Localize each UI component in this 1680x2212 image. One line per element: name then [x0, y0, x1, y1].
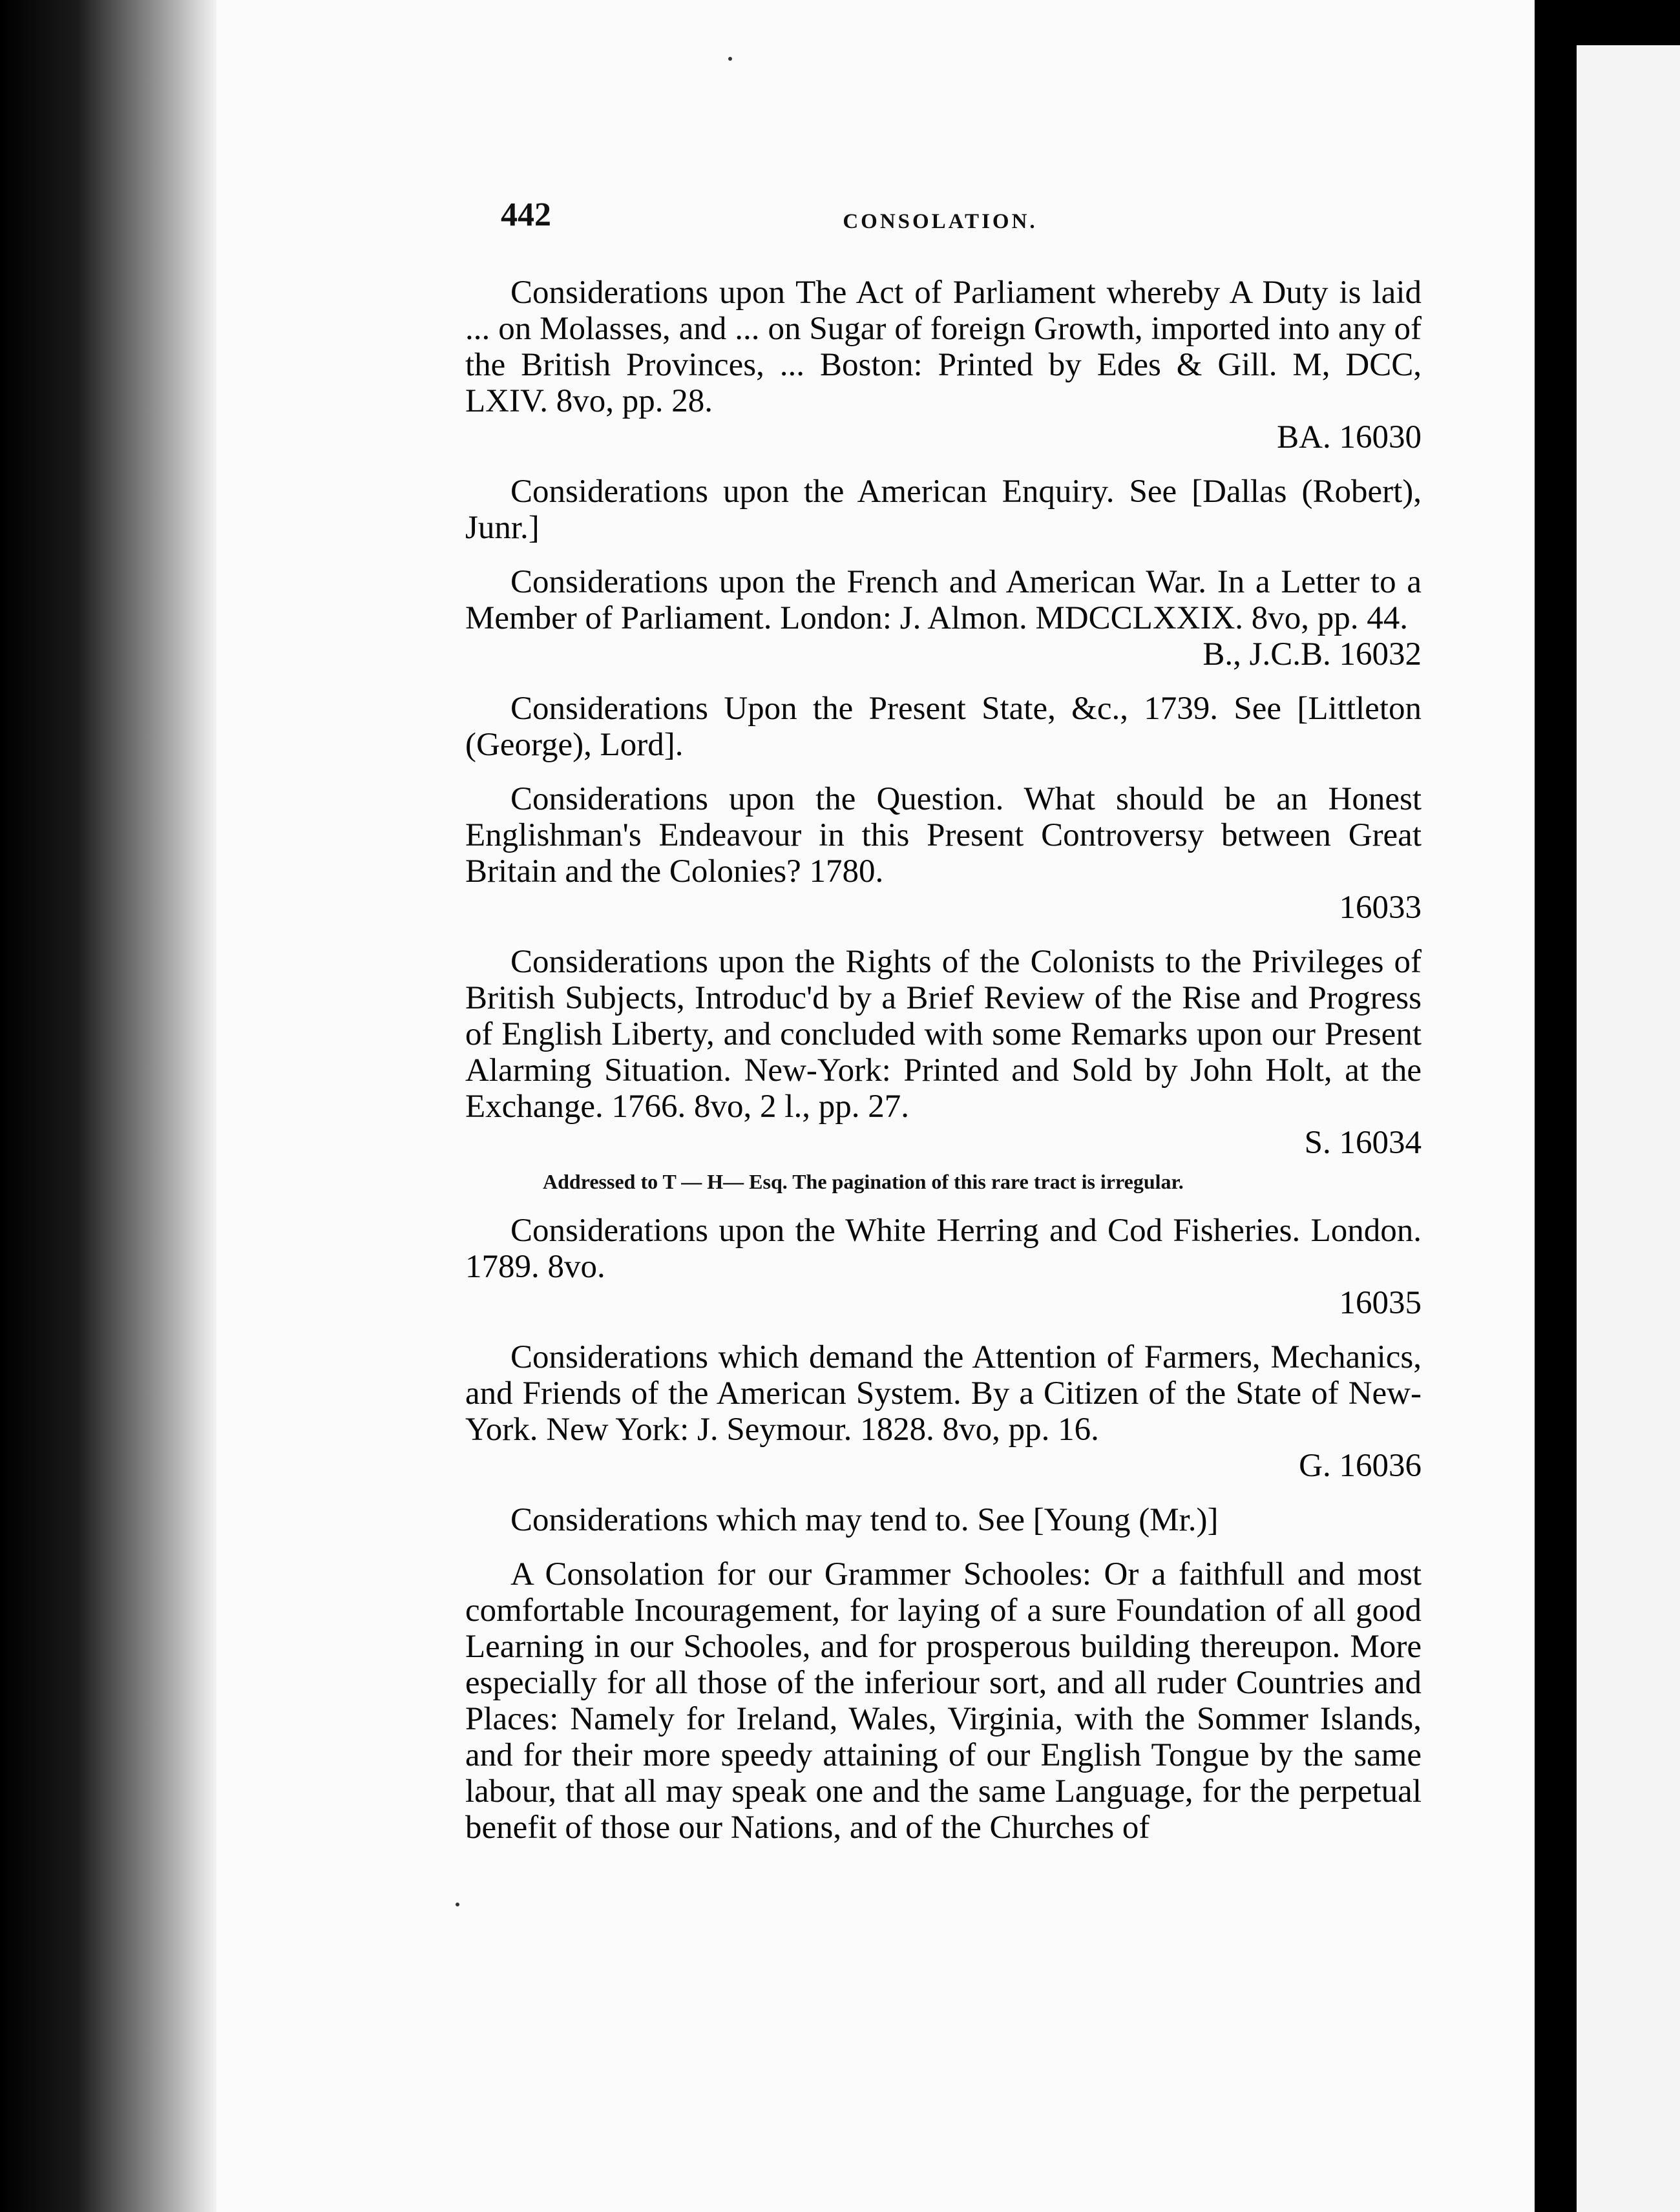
entry-text: Considerations Upon the Present State, &c., 1739. See [Littleton (George), Lord]. [465, 691, 1422, 763]
entry-number: B., J.C.B. 16032 [1202, 636, 1422, 673]
entry-text: Considerations upon the French and American War. In a Letter to a Member of Parliament. London: J. Almon. MDCCLXXIX. 8vo, pp. 44. [465, 564, 1422, 636]
bibliographic-entry [465, 1502, 1422, 1538]
bibliographic-entry [465, 781, 1422, 926]
bibliographic-entry [465, 1556, 1422, 1846]
entry-text: A Consolation for our Grammer Schooles: Or a faithfull and most comfortable Incouragement, for laying of a sure Foundation of all good Learning in our Schooles, and for prosperous building thereupon. More especially for all those of the inferiour sort, and all ruder Countries and Places: Namely for Ireland, Wales, Virginia, with the Sommer Islands, and for their more speedy attaining of our English Tongue by the same labour, that all may speak one and the same Language, for the perpetual benefit of those our Nations, and of the Churches of [465, 1556, 1422, 1846]
running-head: CONSOLATION. [843, 210, 1038, 233]
page-header [501, 196, 1418, 247]
entry-text: Considerations upon the White Herring and Cod Fisheries. London. 1789. 8vo. [465, 1213, 1422, 1285]
book-gutter [0, 0, 216, 2212]
bibliographic-entry [465, 275, 1422, 455]
bibliographic-entry [465, 1339, 1422, 1484]
speck [728, 57, 732, 61]
entry-text: Considerations which demand the Attention of Farmers, Mechanics, and Friends of the American System. By a Citizen of the State of New-York. New York: J. Seymour. 1828. 8vo, pp. 16. [465, 1339, 1422, 1448]
facing-page-edge [1577, 45, 1680, 2212]
bibliographic-entry [465, 944, 1422, 1161]
entry-text: Considerations which may tend to. See [Young (Mr.)] [510, 1502, 1219, 1538]
page-number: 442 [501, 196, 551, 233]
entry-number: 16033 [1339, 890, 1422, 926]
entry-number: BA. 16030 [1277, 419, 1422, 455]
bibliographic-entry [465, 1213, 1422, 1321]
bibliographic-entry [465, 564, 1422, 673]
entry-text: Considerations upon the Question. What should be an Honest Englishman's Endeavour in this Present Controversy between Great Britain and the Colonies? 1780. [465, 781, 1422, 890]
entry-text: Considerations upon the Rights of the Colonists to the Privileges of British Subjects, Introduc'd by a Brief Review of the Rise and Progress of English Liberty, and concluded with some Remarks upon our Present Alarming Situation. New-York: Printed and Sold by John Holt, at the Exchange. 1766. 8vo, 2 l., pp. 27. [465, 944, 1422, 1125]
bibliographic-entry [465, 474, 1422, 546]
entry-number: 16035 [1339, 1285, 1422, 1321]
entry-text: Considerations upon the American Enquiry. See [Dallas (Robert), Junr.] [465, 474, 1422, 546]
entry-text: Considerations upon The Act of Parliament whereby A Duty is laid ... on Molasses, and ... on Sugar of foreign Growth, imported into any of the British Provinces, ... Boston: Printed by Edes & Gill. M, DCC, LXIV. 8vo, pp. 28. [465, 275, 1422, 419]
entry-list [465, 275, 1422, 1846]
entry-note: Addressed to T — H— Esq. The pagination of this rare tract is irregular. [543, 1170, 1184, 1193]
entry-number: S. 16034 [1304, 1125, 1422, 1161]
speck [456, 1903, 459, 1906]
bibliographic-entry [465, 691, 1422, 763]
entry-number: G. 16036 [1299, 1448, 1422, 1484]
